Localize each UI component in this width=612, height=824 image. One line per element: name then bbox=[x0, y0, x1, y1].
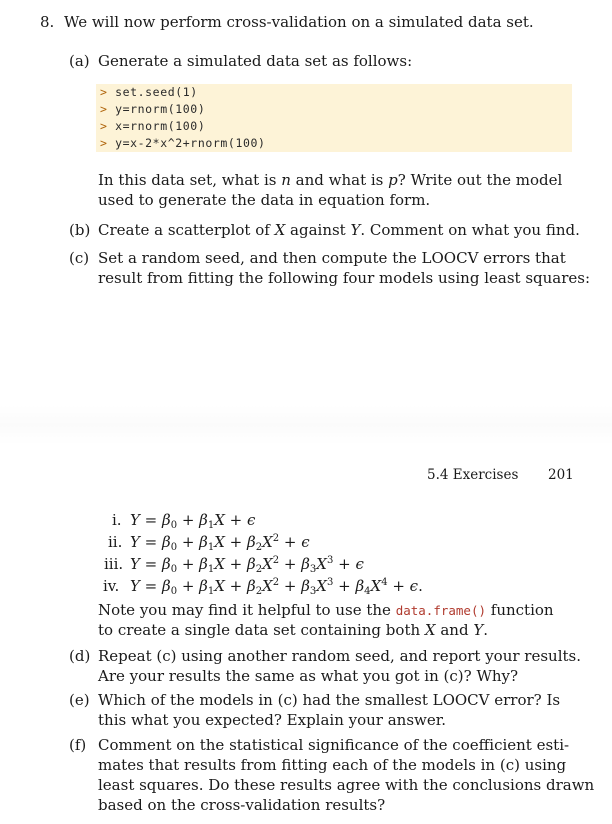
part-a-text: Generate a simulated data set as follows: bbox=[98, 52, 413, 70]
question-text: We will now perform cross-validation on a simulated data set. bbox=[64, 13, 534, 31]
part-c-label: (c) bbox=[69, 249, 90, 267]
model-equation: $Y = \beta_0 + \beta_1X + \beta_2X^2 + \beta_3X^3 + \epsilon$ bbox=[130, 555, 364, 575]
part-c-line2: result from fitting the following four models using least squares: bbox=[98, 269, 591, 287]
part-b-text: Create a scatterplot of X against Y. Comment on what you find. bbox=[98, 221, 580, 239]
section-header: 5.4 Exercises bbox=[427, 467, 519, 483]
model-equation: $Y = \beta_0 + \beta_1X + \epsilon$ bbox=[130, 511, 256, 531]
code-prompt: > bbox=[100, 85, 108, 99]
part-f-line4: based on the cross-validation results? bbox=[98, 796, 386, 814]
model-label: ii. bbox=[108, 533, 123, 551]
model-label: i. bbox=[112, 511, 122, 529]
question-number: 8. bbox=[40, 13, 55, 31]
part-a-followup-line1: In this data set, what is n and what is p? Write out the model bbox=[98, 171, 563, 189]
part-d-label: (d) bbox=[69, 647, 91, 665]
page-break bbox=[0, 405, 612, 445]
code-block bbox=[96, 84, 572, 152]
code-prompt: > bbox=[100, 119, 108, 133]
part-a-label: (a) bbox=[69, 52, 90, 70]
code-text: y=rnorm(100) bbox=[115, 102, 206, 116]
part-b-label: (b) bbox=[69, 221, 91, 239]
model-equation: $Y = \beta_0 + \beta_1X + \beta_2X^2 + \beta_3X^3 + \beta_4X^4 + \epsilon$. bbox=[130, 577, 423, 597]
code-text: y=x-2*x^2+rnorm(100) bbox=[115, 136, 266, 150]
code-text: x=rnorm(100) bbox=[115, 119, 206, 133]
code-line bbox=[100, 101, 205, 118]
code-prompt: > bbox=[100, 102, 108, 116]
part-e-label: (e) bbox=[69, 691, 90, 709]
note-line2: to create a single data set containing both X and Y. bbox=[98, 621, 489, 639]
inline-code: data.frame() bbox=[395, 603, 486, 618]
code-line bbox=[100, 135, 266, 152]
part-e-line2: this what you expected? Explain your answer. bbox=[98, 711, 447, 729]
page-number: 201 bbox=[548, 467, 574, 483]
part-c-line1: Set a random seed, and then compute the LOOCV errors that bbox=[98, 249, 566, 267]
note-line1: Note you may find it helpful to use the data.frame() function bbox=[98, 601, 554, 619]
part-d-line1: Repeat (c) using another random seed, and report your results. bbox=[98, 647, 581, 665]
part-f-line2: mates that results from fitting each of the models in (c) using bbox=[98, 756, 567, 774]
code-line bbox=[100, 84, 198, 101]
model-equation: $Y = \beta_0 + \beta_1X + \beta_2X^2 + \epsilon$ bbox=[130, 533, 310, 553]
part-f-line1: Comment on the statistical significance of the coefficient esti- bbox=[98, 736, 570, 754]
model-label: iii. bbox=[104, 555, 124, 573]
model-label: iv. bbox=[103, 577, 120, 595]
part-d-line2: Are your results the same as what you got in (c)? Why? bbox=[98, 667, 519, 685]
part-e-line1: Which of the models in (c) had the smallest LOOCV error? Is bbox=[98, 691, 561, 709]
code-prompt: > bbox=[100, 136, 108, 150]
part-f-line3: least squares. Do these results agree with the conclusions drawn bbox=[98, 776, 595, 794]
part-a-followup-line2: used to generate the data in equation form. bbox=[98, 191, 431, 209]
code-line bbox=[100, 118, 205, 135]
code-text: set.seed(1) bbox=[115, 85, 198, 99]
part-f-label: (f) bbox=[69, 736, 87, 754]
